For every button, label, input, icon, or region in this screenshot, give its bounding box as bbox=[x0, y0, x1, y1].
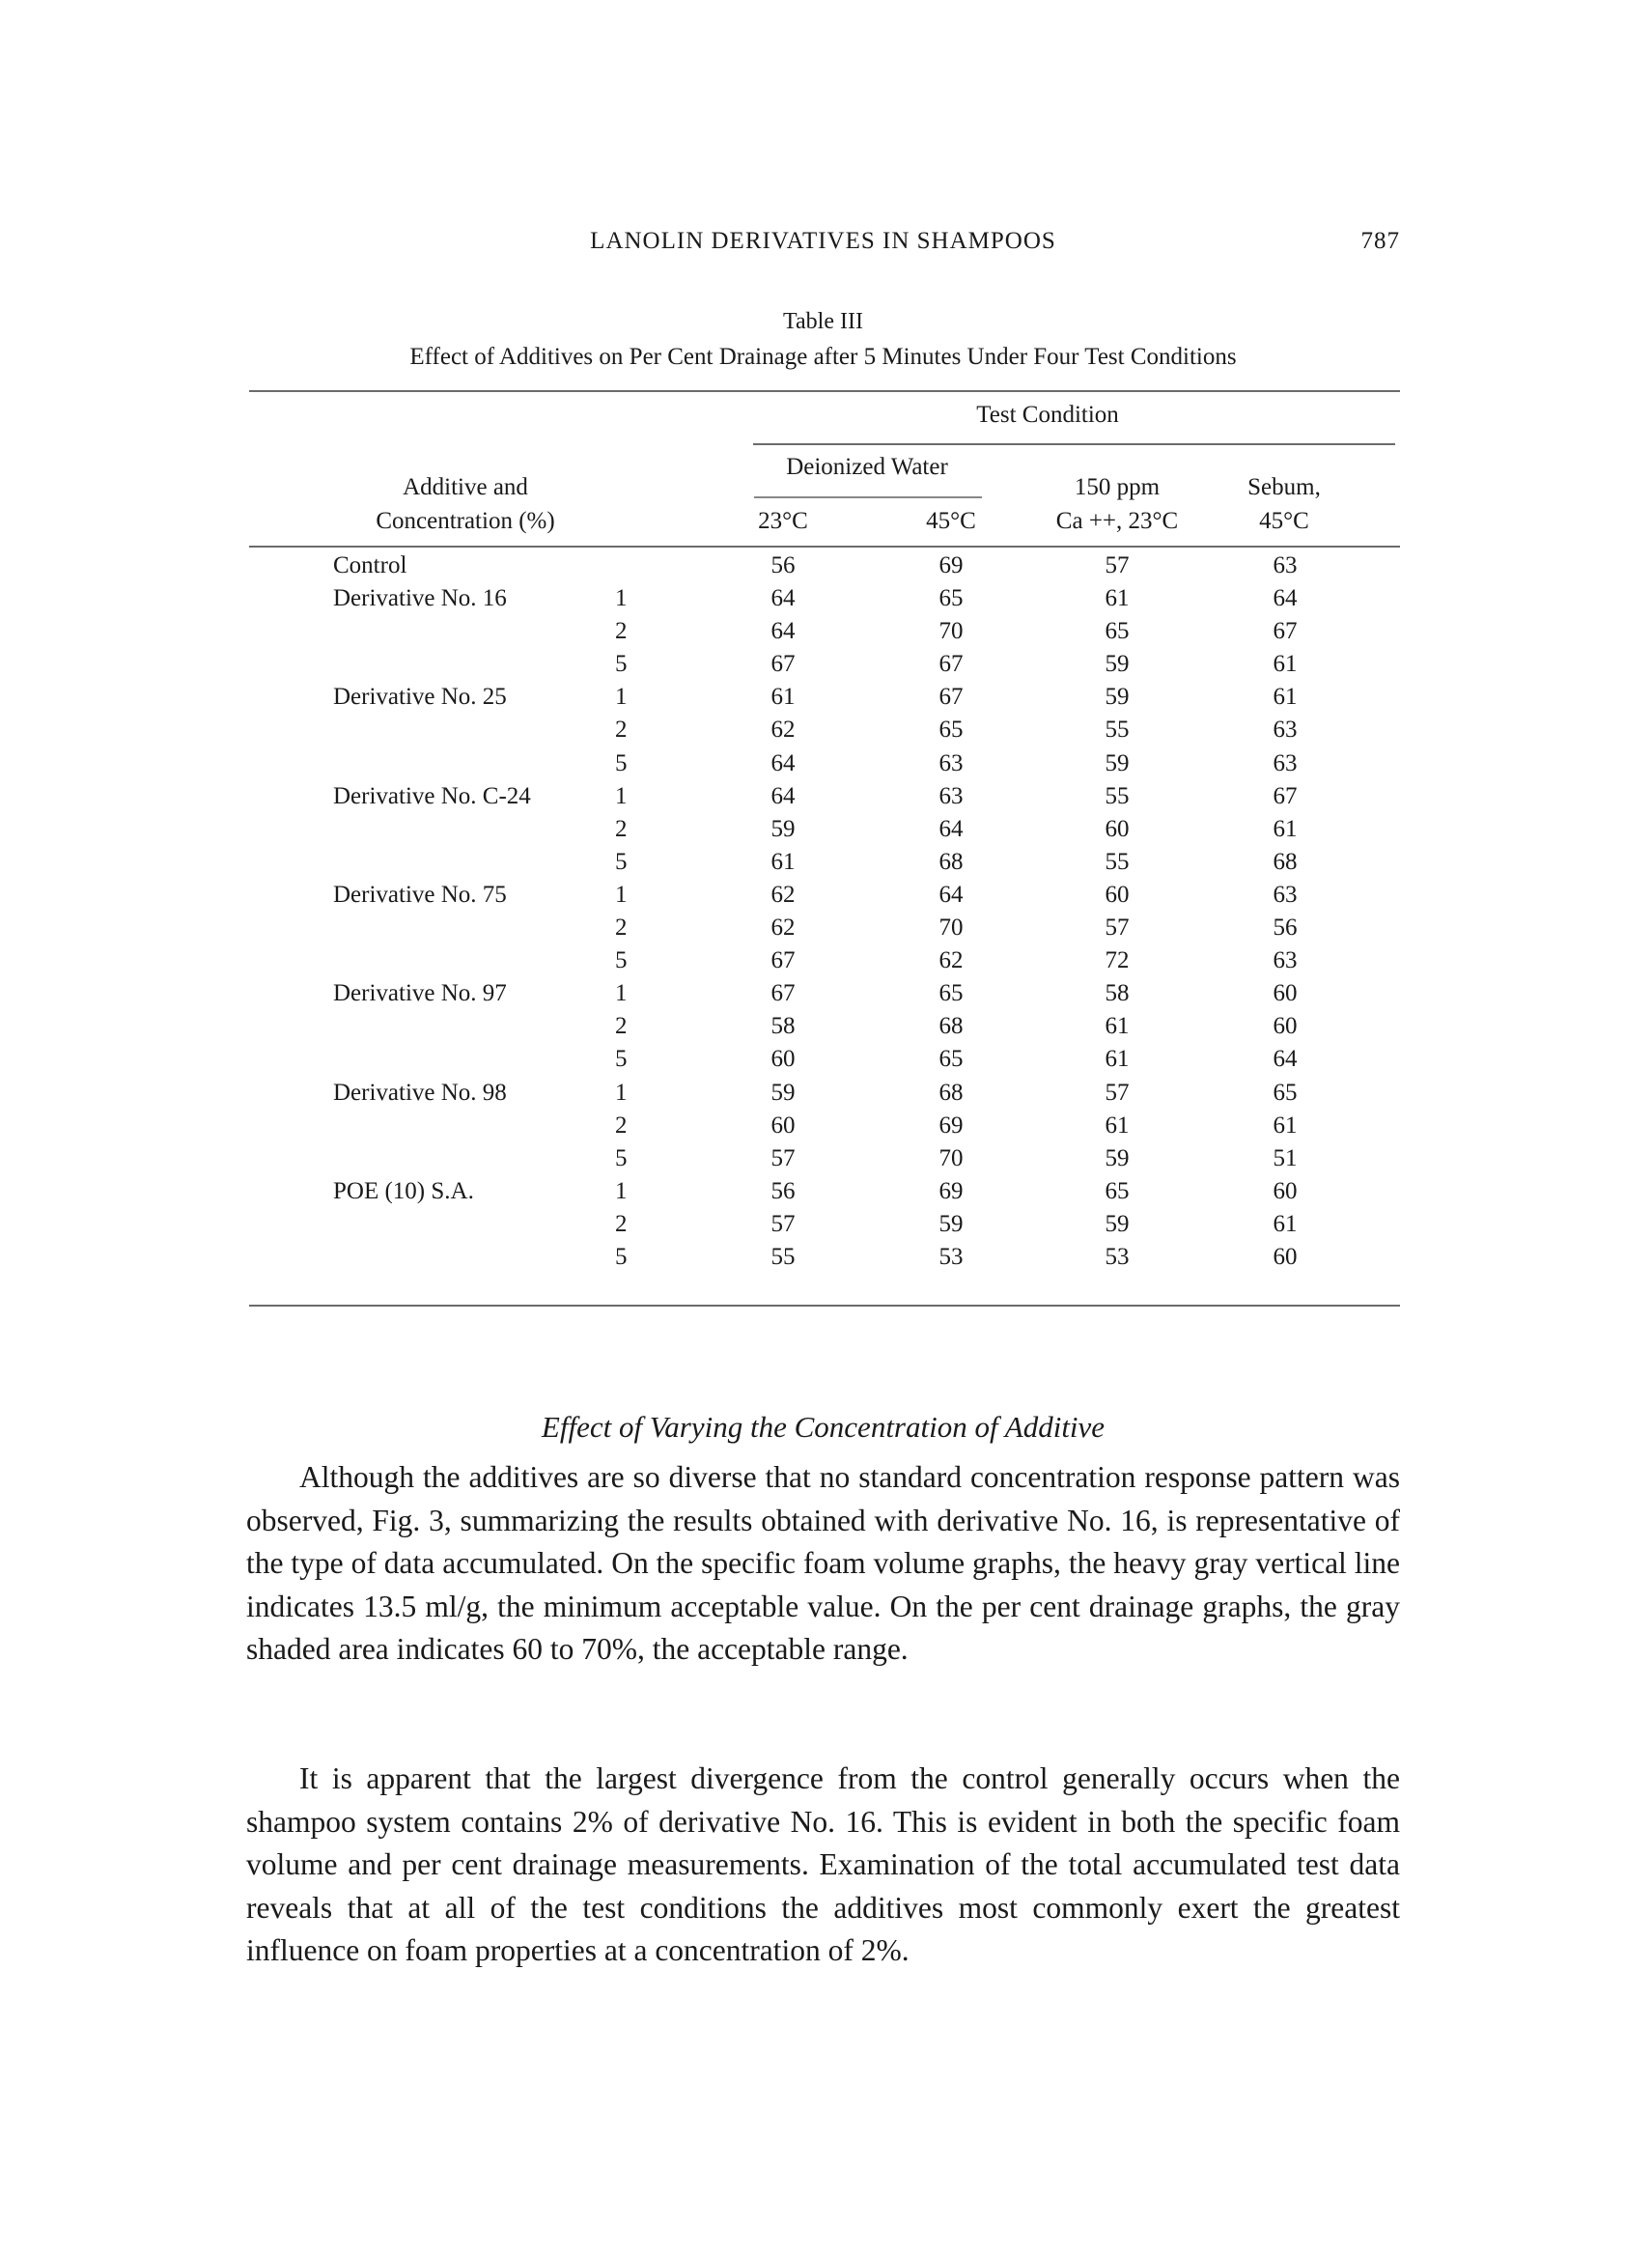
value-ca-23: 55 bbox=[1105, 717, 1130, 744]
value-sebum-45: 68 bbox=[1273, 848, 1298, 875]
table-row bbox=[246, 651, 1400, 684]
concentration: 1 bbox=[615, 1177, 628, 1204]
concentration: 5 bbox=[615, 1243, 628, 1270]
value-di-23: 64 bbox=[770, 749, 796, 776]
table-label: Table III bbox=[783, 309, 863, 334]
value-ca-23: 59 bbox=[1105, 651, 1130, 678]
table-row bbox=[246, 1112, 1400, 1145]
value-di-45: 65 bbox=[938, 585, 964, 612]
test-condition-header: Test Condition bbox=[976, 402, 1119, 428]
concentration: 1 bbox=[615, 1079, 628, 1106]
table-row bbox=[246, 1080, 1400, 1112]
table-row bbox=[246, 1013, 1400, 1046]
col-header-di-45: 45°C bbox=[926, 508, 976, 534]
value-di-45: 67 bbox=[938, 651, 964, 678]
running-head-title: LANOLIN DERIVATIVES IN SHAMPOOS bbox=[590, 228, 1056, 254]
value-ca-23: 58 bbox=[1105, 980, 1130, 1007]
concentration: 2 bbox=[615, 1210, 628, 1237]
concentration: 2 bbox=[615, 618, 628, 645]
value-di-45: 65 bbox=[938, 717, 964, 744]
value-ca-23: 65 bbox=[1105, 618, 1130, 645]
value-di-23: 64 bbox=[770, 585, 796, 612]
value-ca-23: 57 bbox=[1105, 915, 1130, 942]
concentration: 1 bbox=[615, 684, 628, 711]
value-di-45: 63 bbox=[938, 782, 964, 809]
deionized-water-rule bbox=[754, 496, 982, 498]
table-body bbox=[246, 552, 1400, 1277]
value-di-45: 63 bbox=[938, 749, 964, 776]
concentration: 5 bbox=[615, 1046, 628, 1073]
value-sebum-45: 63 bbox=[1273, 881, 1298, 908]
value-ca-23: 59 bbox=[1105, 1210, 1130, 1237]
value-sebum-45: 64 bbox=[1273, 585, 1298, 612]
concentration: 2 bbox=[615, 1112, 628, 1139]
value-ca-23: 59 bbox=[1105, 684, 1130, 711]
value-sebum-45: 61 bbox=[1273, 815, 1298, 842]
value-di-23: 67 bbox=[770, 651, 796, 678]
additive-name: Derivative No. 97 bbox=[333, 980, 507, 1007]
col-header-ca-line2: Ca ++, 23°C bbox=[1055, 508, 1179, 534]
value-sebum-45: 65 bbox=[1273, 1079, 1298, 1106]
value-ca-23: 61 bbox=[1105, 1013, 1130, 1040]
table-bottom-rule bbox=[249, 1305, 1400, 1307]
table-row bbox=[246, 947, 1400, 980]
table-row bbox=[246, 585, 1400, 618]
value-di-23: 62 bbox=[770, 717, 796, 744]
value-sebum-45: 61 bbox=[1273, 1210, 1298, 1237]
col-header-ca-line1: 150 ppm bbox=[1074, 474, 1161, 500]
table-row bbox=[246, 1046, 1400, 1079]
concentration: 2 bbox=[615, 915, 628, 942]
paragraph-text: It is apparent that the largest divergence from the control generally occurs when the shampoo system contains 2% of derivative No. 16. This is evident in both the specific foam volume and per cent drainage measurements. Examination of the total accumulated test data reveals that at all of the test conditions the additives most commonly exert the greatest influence on foam properties at a concentration of 2%. bbox=[246, 1761, 1400, 1968]
concentration: 1 bbox=[615, 585, 628, 612]
concentration: 2 bbox=[615, 1013, 628, 1040]
value-sebum-45: 67 bbox=[1273, 782, 1298, 809]
table-row bbox=[246, 552, 1400, 585]
value-sebum-45: 60 bbox=[1273, 980, 1298, 1007]
value-ca-23: 61 bbox=[1105, 1046, 1130, 1073]
concentration: 5 bbox=[615, 749, 628, 776]
value-di-23: 67 bbox=[770, 947, 796, 974]
value-di-45: 69 bbox=[938, 552, 964, 578]
value-di-45: 68 bbox=[938, 848, 964, 875]
value-di-45: 64 bbox=[938, 815, 964, 842]
body-paragraph-1 bbox=[246, 1456, 1400, 1672]
concentration: 1 bbox=[615, 980, 628, 1007]
value-di-23: 55 bbox=[770, 1243, 796, 1270]
row-header-line2: Concentration (%) bbox=[376, 508, 555, 534]
value-di-45: 68 bbox=[938, 1013, 964, 1040]
value-ca-23: 55 bbox=[1105, 848, 1130, 875]
additive-name: Control bbox=[333, 552, 407, 578]
value-di-45: 70 bbox=[938, 915, 964, 942]
deionized-water-header: Deionized Water bbox=[786, 454, 948, 480]
value-di-23: 59 bbox=[770, 815, 796, 842]
value-ca-23: 53 bbox=[1105, 1243, 1130, 1270]
value-sebum-45: 60 bbox=[1273, 1243, 1298, 1270]
additive-name: Derivative No. 16 bbox=[333, 585, 507, 612]
value-sebum-45: 61 bbox=[1273, 651, 1298, 678]
additive-name: POE (10) S.A. bbox=[333, 1177, 474, 1204]
section-heading: Effect of Varying the Concentration of Additive bbox=[541, 1410, 1106, 1444]
additive-name: Derivative No. C-24 bbox=[333, 782, 531, 809]
table-caption: Effect of Additives on Per Cent Drainage after 5 Minutes Under Four Test Conditions bbox=[409, 344, 1237, 370]
value-sebum-45: 63 bbox=[1273, 947, 1298, 974]
value-sebum-45: 61 bbox=[1273, 684, 1298, 711]
value-di-23: 58 bbox=[770, 1013, 796, 1040]
table-row bbox=[246, 1178, 1400, 1211]
value-ca-23: 60 bbox=[1105, 881, 1130, 908]
col-header-sebum-line1: Sebum, bbox=[1247, 474, 1321, 500]
row-header-line1: Additive and bbox=[403, 474, 528, 500]
value-sebum-45: 63 bbox=[1273, 552, 1298, 578]
page-number: 787 bbox=[1360, 228, 1400, 254]
table-row bbox=[246, 849, 1400, 882]
value-di-23: 64 bbox=[770, 618, 796, 645]
col-header-di-23: 23°C bbox=[758, 508, 808, 534]
additive-name: Derivative No. 25 bbox=[333, 684, 507, 711]
value-ca-23: 59 bbox=[1105, 749, 1130, 776]
value-di-23: 67 bbox=[770, 980, 796, 1007]
value-ca-23: 59 bbox=[1105, 1144, 1130, 1171]
value-di-45: 62 bbox=[938, 947, 964, 974]
concentration: 2 bbox=[615, 717, 628, 744]
value-di-45: 65 bbox=[938, 980, 964, 1007]
value-sebum-45: 60 bbox=[1273, 1177, 1298, 1204]
table-row bbox=[246, 980, 1400, 1013]
value-sebum-45: 51 bbox=[1273, 1144, 1298, 1171]
table-top-rule bbox=[249, 390, 1400, 392]
additive-name: Derivative No. 75 bbox=[333, 881, 507, 908]
concentration: 2 bbox=[615, 815, 628, 842]
concentration: 1 bbox=[615, 881, 628, 908]
value-di-23: 61 bbox=[770, 848, 796, 875]
value-di-45: 69 bbox=[938, 1112, 964, 1139]
value-di-45: 65 bbox=[938, 1046, 964, 1073]
value-di-23: 62 bbox=[770, 881, 796, 908]
value-sebum-45: 61 bbox=[1273, 1112, 1298, 1139]
table-row bbox=[246, 915, 1400, 947]
value-ca-23: 61 bbox=[1105, 1112, 1130, 1139]
value-ca-23: 72 bbox=[1105, 947, 1130, 974]
value-di-23: 56 bbox=[770, 1177, 796, 1204]
value-di-45: 53 bbox=[938, 1243, 964, 1270]
value-sebum-45: 64 bbox=[1273, 1046, 1298, 1073]
running-head bbox=[246, 228, 1400, 263]
table-row bbox=[246, 1211, 1400, 1244]
value-di-23: 61 bbox=[770, 684, 796, 711]
value-di-45: 70 bbox=[938, 1144, 964, 1171]
value-di-23: 62 bbox=[770, 915, 796, 942]
header-bottom-rule bbox=[249, 546, 1400, 548]
concentration: 5 bbox=[615, 848, 628, 875]
value-sebum-45: 60 bbox=[1273, 1013, 1298, 1040]
table-row bbox=[246, 1244, 1400, 1277]
value-di-45: 70 bbox=[938, 618, 964, 645]
value-ca-23: 65 bbox=[1105, 1177, 1130, 1204]
paragraph-text: Although the additives are so diverse that no standard concentration response pattern was observed, Fig. 3, summarizing the results obtained with derivative No. 16, is representative of the type of data accumulated. On the specific foam volume graphs, the heavy gray vertical line indicates 13.5 ml/g, the minimum acceptable value. On the per cent drainage graphs, the gray shaded area indicates 60 to 70%, the acceptable range. bbox=[246, 1460, 1400, 1667]
value-di-45: 68 bbox=[938, 1079, 964, 1106]
value-ca-23: 57 bbox=[1105, 1079, 1130, 1106]
table-row bbox=[246, 1145, 1400, 1178]
value-ca-23: 61 bbox=[1105, 585, 1130, 612]
value-di-23: 64 bbox=[770, 782, 796, 809]
value-sebum-45: 67 bbox=[1273, 618, 1298, 645]
body-paragraph-2 bbox=[246, 1758, 1400, 1973]
value-di-23: 60 bbox=[770, 1046, 796, 1073]
value-di-45: 67 bbox=[938, 684, 964, 711]
concentration: 5 bbox=[615, 1144, 628, 1171]
concentration: 5 bbox=[615, 947, 628, 974]
table-row bbox=[246, 816, 1400, 849]
value-ca-23: 55 bbox=[1105, 782, 1130, 809]
value-di-23: 57 bbox=[770, 1210, 796, 1237]
value-di-23: 56 bbox=[770, 552, 796, 578]
value-di-23: 57 bbox=[770, 1144, 796, 1171]
value-di-23: 59 bbox=[770, 1079, 796, 1106]
test-condition-rule bbox=[753, 443, 1395, 445]
concentration: 5 bbox=[615, 651, 628, 678]
concentration: 1 bbox=[615, 782, 628, 809]
additive-name: Derivative No. 98 bbox=[333, 1079, 507, 1106]
value-ca-23: 57 bbox=[1105, 552, 1130, 578]
value-sebum-45: 56 bbox=[1273, 915, 1298, 942]
table-row bbox=[246, 684, 1400, 717]
table-row bbox=[246, 783, 1400, 816]
col-header-sebum-line2: 45°C bbox=[1259, 508, 1309, 534]
value-di-45: 59 bbox=[938, 1210, 964, 1237]
table-row bbox=[246, 717, 1400, 749]
table-row bbox=[246, 618, 1400, 651]
value-di-45: 69 bbox=[938, 1177, 964, 1204]
value-sebum-45: 63 bbox=[1273, 749, 1298, 776]
table-row bbox=[246, 882, 1400, 915]
value-di-23: 60 bbox=[770, 1112, 796, 1139]
table-row bbox=[246, 750, 1400, 783]
value-sebum-45: 63 bbox=[1273, 717, 1298, 744]
value-di-45: 64 bbox=[938, 881, 964, 908]
value-ca-23: 60 bbox=[1105, 815, 1130, 842]
